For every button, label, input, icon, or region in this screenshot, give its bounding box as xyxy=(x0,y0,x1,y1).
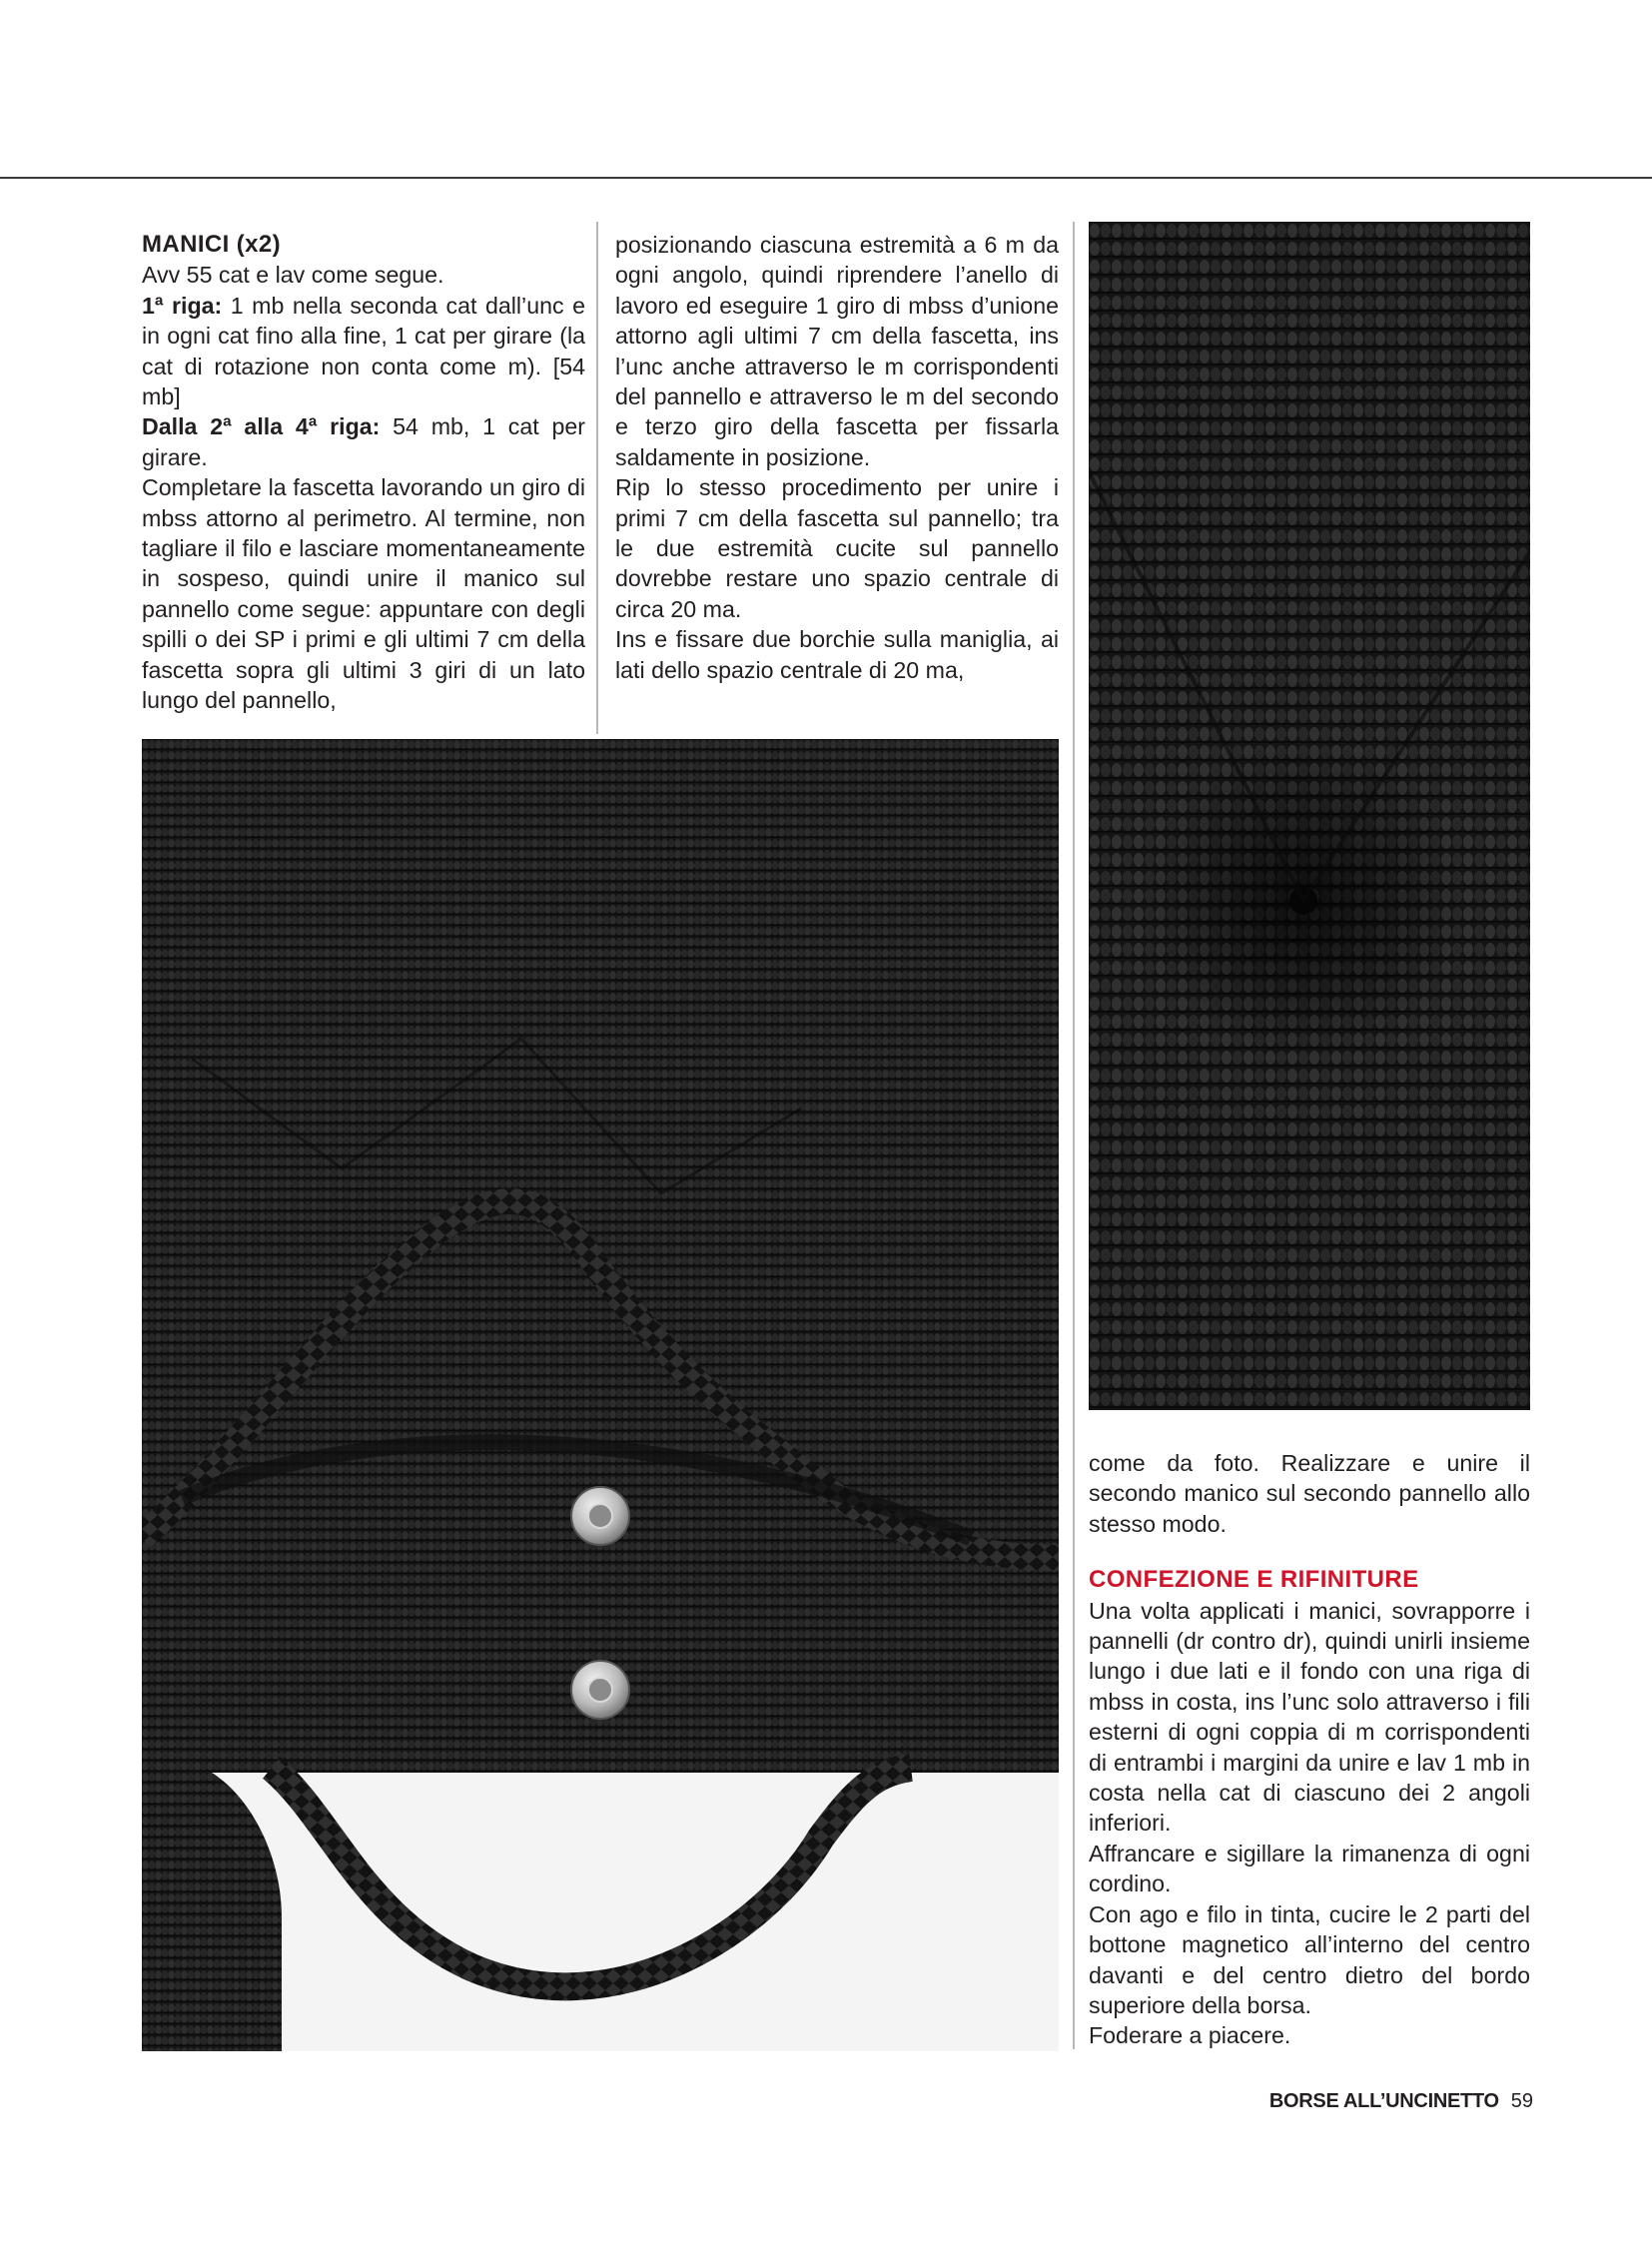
page-footer xyxy=(1269,2090,1533,2113)
middle-paragraph-3: Ins e fissare due borchie sulla maniglia, ai lati dello spazio centrale di 20 ma, xyxy=(615,626,1059,683)
bag-handle-photo xyxy=(142,739,1059,2051)
confezione-heading: CONFEZIONE E RIFINITURE xyxy=(1089,1566,1419,1594)
stitch-closeup-photo xyxy=(1089,222,1530,1410)
rows2-4-label: Dalla 2ª alla 4ª riga: xyxy=(142,413,381,440)
middle-paragraph-2: Rip lo stesso procedimento per unire i primi 7 cm della fascetta sul pannello; tra le due estremità cucite sul pannello dovrebbe restare uno spazio centrale di circa 20 ma. xyxy=(615,474,1059,622)
rows2-4-paragraph xyxy=(142,411,585,472)
right-column xyxy=(1089,1448,1530,2051)
right-paragraph-4: Con ago e filo in tinta, cucire le 2 parti del bottone magnetico all’interno del centro davanti e del centro dietro del bordo superiore della borsa. xyxy=(1089,1900,1530,2018)
rows2-4-text: 54 mb, 1 cat per girare. xyxy=(142,413,585,470)
column-rule-2 xyxy=(1073,222,1075,2049)
middle-paragraph-1: posizionando ciascuna estremità a 6 m da ogni angolo, quindi riprendere l’anello di lavoro ed eseguire 1 giro di mbss d’unione attorno agli ultimi 7 cm della fascetta, ins l’unc anche attraverso le m corrispondenti del pannello e attraverso le m del secondo e terzo giro della fascetta per fissarla saldamente in posizione. xyxy=(615,232,1059,470)
page-number: 59 xyxy=(1510,2090,1533,2112)
magazine-title: BORSE ALL’UNCINETTO xyxy=(1268,2090,1499,2112)
top-rule xyxy=(0,177,1652,179)
row1-label: 1ª riga: xyxy=(142,292,223,319)
left-column xyxy=(142,230,585,716)
right-paragraph-5: Foderare a piacere. xyxy=(1089,2022,1291,2049)
middle-column xyxy=(615,230,1059,685)
row1-text: 1 mb nella seconda cat dall’unc e in ogni cat fino alla fine, 1 cat per girare (la cat di rotazione non conta come m). [54 mb] xyxy=(142,292,585,410)
row1-paragraph xyxy=(142,291,585,412)
right-paragraph-2: Una volta applicati i manici, sovrapporre i pannelli (dr contro dr), quindi unirli insieme lungo i due lati e il fondo con una riga di mbss in costa, ins l’unc solo attraverso i fili esterni di ogni coppia di m corrispondenti di entrambi i margini da unire e lav 1 mb in costa nella cat di ciascuno dei 2 angoli inferiori. xyxy=(1089,1597,1530,1837)
right-paragraph-1: come da foto. Realizzare e unire il secondo manico sul secondo pannello allo stesso modo. xyxy=(1089,1450,1530,1537)
right-paragraph-3: Affrancare e sigillare la rimanenza di ogni cordino. xyxy=(1089,1840,1530,1897)
manici-heading: MANICI (x2) xyxy=(142,231,282,258)
left-paragraph: Completare la fascetta lavorando un giro di mbss attorno al perimetro. Al termine, non tagliare il filo e lasciare momentaneamente in sospeso, quindi unire il manico sul pannello come segue: appuntare con degli spilli o dei SP i primi e gli ultimi 7 cm della fascetta sopra gli ultimi 3 giri di un lato lungo del pannello, xyxy=(142,474,585,714)
column-rule-1 xyxy=(596,222,598,734)
manici-intro: Avv 55 cat e lav come segue. xyxy=(142,262,444,289)
